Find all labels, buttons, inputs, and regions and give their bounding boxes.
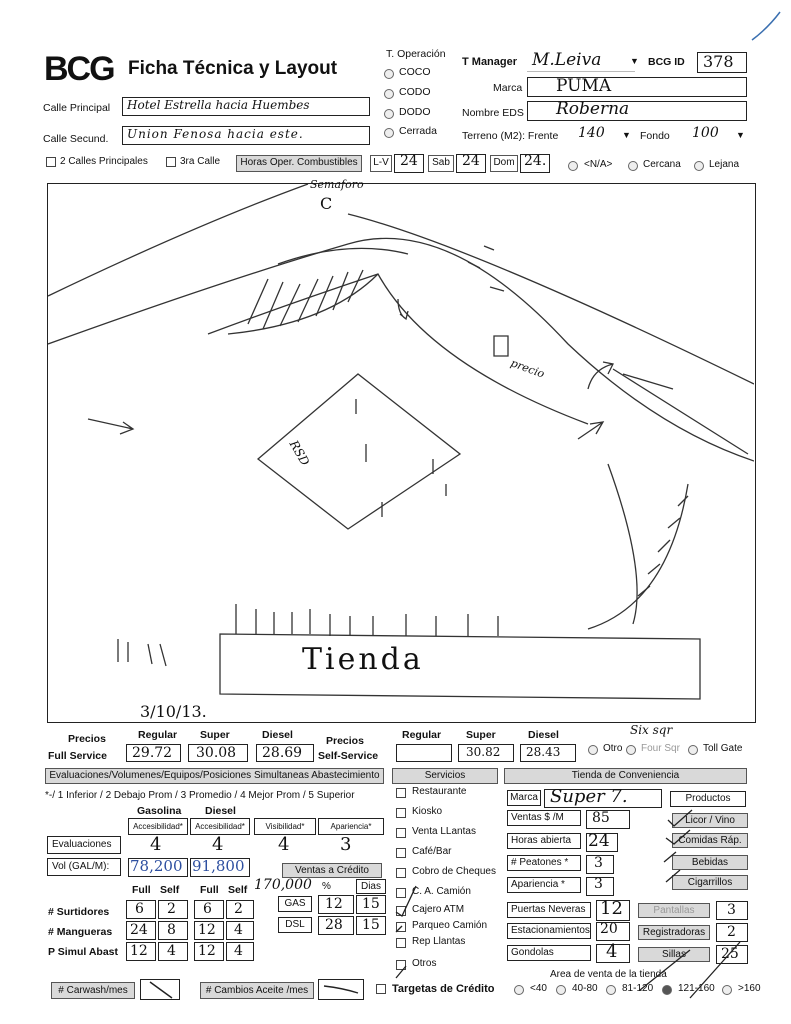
servicio-label-cafe-bar: Café/Bar <box>412 846 452 857</box>
servicios-section-button[interactable]: Servicios <box>392 768 498 784</box>
bcg-id-label: BCG ID <box>648 56 685 68</box>
pantallas-label: Pantallas <box>638 903 710 918</box>
area-radio-81-120[interactable] <box>606 985 616 995</box>
tienda-marca-value: Super 7. <box>550 786 628 807</box>
dos-calles-checkbox[interactable] <box>46 157 56 167</box>
ventas-value: 85 <box>592 810 610 826</box>
servicio-label-venta-llantas: Venta LLantas <box>412 826 476 837</box>
radio-na[interactable] <box>568 161 578 171</box>
radio-na-label: <N/A> <box>584 159 613 170</box>
producto-cigarrillos[interactable]: Cigarrillos <box>672 875 748 890</box>
terreno-label: Terreno (M2): Frente <box>462 130 559 142</box>
surtidores-full-dsl[interactable]: 6 <box>194 900 224 919</box>
col-header-accesibilidad-gas: Accesibilidad* <box>128 818 188 835</box>
radio-dodo[interactable] <box>384 109 394 119</box>
estacionamientos-value: 20 <box>600 921 618 937</box>
gondolas-value: 4 <box>606 941 618 962</box>
servicio-label-cajero-atm: Cajero ATM <box>412 904 465 915</box>
credit-value: 170,000 <box>254 877 312 893</box>
self-super-header: Super <box>466 729 496 741</box>
radio-lejana[interactable] <box>694 161 704 171</box>
bcg-id-value: 378 <box>703 52 734 71</box>
area-radio-40-80[interactable] <box>556 985 566 995</box>
sketch-precio-label: precio <box>508 356 547 381</box>
evaluaciones-scale: *-/ 1 Inferior / 2 Debajo Prom / 3 Promedio / 4 Mejor Prom / 5 Superior <box>45 790 355 801</box>
gas-credit-label: GAS <box>278 896 312 912</box>
radio-lejana-label: Lejana <box>709 159 740 170</box>
area-label-81-120: 81-120 <box>622 983 654 994</box>
servicio-label-restaurante: Restaurante <box>412 786 467 797</box>
simul-self-dsl[interactable]: 4 <box>226 942 254 961</box>
radio-four-sqr[interactable] <box>626 745 636 755</box>
area-label-121-160: 121-160 <box>678 983 715 994</box>
surtidores-self-dsl[interactable]: 2 <box>226 900 254 919</box>
servicio-checkbox-kiosko[interactable] <box>396 808 406 818</box>
horas-oper-button[interactable]: Horas Oper. Combustibles <box>236 155 362 172</box>
area-label-lt40: <40 <box>530 983 547 994</box>
t-manager-label: T Manager <box>462 56 518 68</box>
simul-full-gas[interactable]: 12 <box>126 942 156 961</box>
servicio-checkbox-restaurante[interactable] <box>396 788 406 798</box>
self-super-value: 30.82 <box>466 745 501 759</box>
col-header-accesibilidad-dsl: Accesibilidad* <box>190 818 250 835</box>
col-header-apariencia: Apariencia* <box>318 818 384 835</box>
corner-pen-mark <box>748 8 784 44</box>
t-manager-value: M.Leiva <box>532 50 602 70</box>
eval-value-1: 4 <box>212 834 224 855</box>
dsl-credit-label: DSL <box>278 917 312 933</box>
radio-otro-label: Otro <box>603 743 623 754</box>
producto-comidas-rap[interactable]: Comidas Ráp. <box>672 833 748 848</box>
servicios-checkmarks <box>392 880 422 980</box>
tienda-annotation-strokes <box>630 930 750 1000</box>
productos-checkmarks <box>660 806 700 886</box>
evaluaciones-section-button[interactable]: Evaluaciones/Volumenes/Equipos/Posiciones Simultaneas Abastecimiento <box>45 768 384 784</box>
fondo-value: 100 <box>692 125 719 141</box>
area-label-gt160: >160 <box>738 983 761 994</box>
credit-pct-header: % <box>322 881 331 892</box>
radio-coco-label: COCO <box>399 66 431 78</box>
simul-label: P Simul Abast <box>48 946 119 958</box>
fondo-label: Fondo <box>640 130 670 142</box>
radio-otro[interactable] <box>588 745 598 755</box>
bcg-logo: BCG <box>44 50 114 88</box>
servicio-label-parqueo-camion: Parqueo Camión <box>412 920 488 931</box>
self-service-label-2: Self-Service <box>318 750 379 762</box>
mangueras-self-dsl[interactable]: 4 <box>226 921 254 940</box>
nombre-eds-label: Nombre EDS <box>462 107 524 119</box>
sab-value: 24 <box>462 153 480 169</box>
dom-value: 24. <box>524 153 547 169</box>
area-venta-label: Area de venta de la tienda <box>550 969 667 980</box>
calle-principal-label: Calle Principal <box>43 102 111 114</box>
page-title: Ficha Técnica y Layout <box>128 58 338 79</box>
calle-secund-value: Union Fenosa hacia este. <box>127 127 304 141</box>
lv-label: L-V <box>370 155 392 172</box>
sab-label: Sab <box>428 155 454 172</box>
full-regular-header: Regular <box>138 729 178 741</box>
radio-four-sqr-label: Four Sqr <box>641 743 680 754</box>
t-operacion-label: T. Operación <box>386 48 446 60</box>
radio-coco[interactable] <box>384 69 394 79</box>
full-dsl-header: Full <box>200 884 219 896</box>
area-radio-lt40[interactable] <box>514 985 524 995</box>
tarjetas-checkbox[interactable] <box>376 984 386 994</box>
full-super-header: Super <box>200 729 230 741</box>
carwash-slash <box>146 980 176 1000</box>
tienda-apariencia-value: 3 <box>594 876 603 892</box>
productos-button[interactable]: Productos <box>670 791 746 807</box>
servicio-label-otros: Otros <box>412 958 437 969</box>
vol-label: Vol (GAL/M): <box>47 858 121 876</box>
radio-dodo-label: DODO <box>399 106 431 118</box>
sillas-field[interactable]: 25 <box>716 945 748 964</box>
frente-dropdown-icon[interactable]: ▼ <box>622 130 631 140</box>
servicio-label-ca-camion: C. A. Camión <box>412 886 471 897</box>
credit-dias-header: Dias <box>356 879 386 894</box>
self-diesel-value: 28.43 <box>526 745 561 759</box>
sillas-label: Sillas <box>638 947 710 962</box>
mangueras-label: # Mangueras <box>48 926 113 938</box>
dsl-credit-pct[interactable]: 28 <box>318 916 354 935</box>
tienda-apariencia-label: Apariencia * <box>507 877 581 893</box>
simul-full-dsl[interactable]: 12 <box>194 942 224 961</box>
dos-calles-label: 2 Calles Principales <box>60 156 148 167</box>
full-super-value: 30.08 <box>196 745 237 761</box>
calle-secund-label: Calle Secund. <box>43 133 109 145</box>
frente-value: 140 <box>578 125 605 141</box>
nombre-eds-value: Roberna <box>556 99 630 119</box>
radio-cerrada[interactable] <box>384 128 394 138</box>
producto-licor-vino[interactable]: Licor / Vino <box>672 813 748 828</box>
pantallas-field[interactable]: 3 <box>716 901 748 920</box>
producto-bebidas[interactable]: Bebidas <box>672 855 748 870</box>
radio-codo[interactable] <box>384 89 394 99</box>
ventas-credito-button[interactable]: Ventas a Crédito <box>282 863 382 878</box>
full-service-label-1: Precios <box>68 733 106 745</box>
simul-self-gas[interactable]: 4 <box>158 942 188 961</box>
full-gas-header: Full <box>132 884 151 896</box>
sketch-tienda-label: Tienda <box>302 642 424 677</box>
mangueras-self-gas[interactable]: 8 <box>158 921 188 940</box>
marca-label: Marca <box>493 82 523 94</box>
radio-cercana[interactable] <box>628 161 638 171</box>
tienda-marca-label: Marca <box>507 790 541 806</box>
tercera-calle-checkbox[interactable] <box>166 157 176 167</box>
sketch-semaforo-mark: C <box>320 194 333 213</box>
cambios-aceite-button[interactable]: # Cambios Aceite /mes <box>200 982 314 999</box>
vol-diesel-value: 91,800 <box>192 857 245 875</box>
full-regular-value: 29.72 <box>132 745 173 761</box>
layout-sketch-area <box>47 178 756 723</box>
gas-credit-pct[interactable]: 12 <box>318 895 354 914</box>
servicio-label-cobro-cheques: Cobro de Cheques <box>412 866 496 877</box>
servicio-checkbox-cobro-cheques[interactable] <box>396 868 406 878</box>
ventas-label: Ventas $ /M <box>507 810 581 826</box>
cambios-slash <box>322 982 360 996</box>
radio-cerrada-label: Cerrada <box>399 125 437 137</box>
servicio-label-rep-llantas: Rep Llantas <box>412 936 466 947</box>
self-regular-field[interactable] <box>396 744 452 762</box>
self-regular-header: Regular <box>402 729 442 741</box>
t-manager-dropdown-icon[interactable]: ▼ <box>630 56 639 66</box>
radio-toll-gate[interactable] <box>688 745 698 755</box>
registradoras-field[interactable]: 2 <box>716 923 748 942</box>
surtidores-label: # Surtidores <box>48 906 110 918</box>
lv-value: 24 <box>400 153 418 169</box>
mangueras-full-dsl[interactable]: 12 <box>194 921 224 940</box>
self-gas-header: Self <box>160 884 180 896</box>
puertas-neveras-value: 12 <box>600 898 623 919</box>
tienda-section-button[interactable]: Tienda de Conveniencia <box>504 768 747 784</box>
puertas-neveras-label: Puertas Neveras <box>507 902 591 918</box>
dom-label: Dom <box>490 155 518 172</box>
peatones-value: 3 <box>594 855 603 871</box>
full-diesel-header: Diesel <box>262 729 293 741</box>
four-sqr-note: Six sqr <box>630 723 673 737</box>
tercera-calle-label: 3ra Calle <box>180 156 221 167</box>
col-header-visibilidad: Visibilidad* <box>254 818 316 835</box>
estacionamientos-label: Estacionamientos <box>507 923 591 939</box>
area-label-40-80: 40-80 <box>572 983 598 994</box>
diesel-header: Diesel <box>205 805 236 817</box>
evaluaciones-row-label: Evaluaciones <box>47 836 121 854</box>
radio-toll-gate-label: Toll Gate <box>703 743 743 754</box>
layout-sketch-drawing <box>48 184 754 721</box>
full-diesel-value: 28.69 <box>262 745 303 761</box>
vol-gasolina-value: 78,200 <box>130 857 183 875</box>
servicio-checkbox-venta-llantas[interactable] <box>396 828 406 838</box>
self-diesel-header: Diesel <box>528 729 559 741</box>
gondolas-label: Gondolas <box>507 945 591 961</box>
self-service-label-1: Precios <box>326 735 364 747</box>
carwash-button[interactable]: # Carwash/mes <box>51 982 135 999</box>
sketch-date: 3/10/13. <box>140 702 207 721</box>
marca-value: PUMA <box>556 76 612 96</box>
horas-abierta-label: Horas abierta <box>507 833 581 849</box>
dsl-credit-dias[interactable]: 15 <box>356 916 386 935</box>
servicio-checkbox-cafe-bar[interactable] <box>396 848 406 858</box>
surtidores-self-gas[interactable]: 2 <box>158 900 188 919</box>
radio-codo-label: CODO <box>399 86 431 98</box>
sketch-rsd-label: RSD <box>286 437 313 469</box>
peatones-label: # Peatones * <box>507 855 581 871</box>
full-service-label-2: Full Service <box>48 750 107 762</box>
eval-value-2: 4 <box>278 834 290 855</box>
horas-abierta-value: 24 <box>588 831 610 851</box>
gas-credit-dias[interactable]: 15 <box>356 895 386 914</box>
mangueras-full-gas[interactable]: 24 <box>126 921 156 940</box>
sketch-semaforo-label: Semaforo <box>310 178 364 191</box>
servicio-label-kiosko: Kiosko <box>412 806 443 817</box>
fondo-dropdown-icon[interactable]: ▼ <box>736 130 745 140</box>
surtidores-full-gas[interactable]: 6 <box>126 900 156 919</box>
gasolina-header: Gasolina <box>137 805 182 817</box>
tarjetas-label: Targetas de Crédito <box>392 983 495 995</box>
eval-value-0: 4 <box>150 834 162 855</box>
self-dsl-header: Self <box>228 884 248 896</box>
calle-principal-value: Hotel Estrella hacia Huembes <box>127 98 310 112</box>
registradoras-label: Registradoras <box>638 925 710 940</box>
eval-value-3: 3 <box>340 834 352 855</box>
radio-cercana-label: Cercana <box>643 159 681 170</box>
